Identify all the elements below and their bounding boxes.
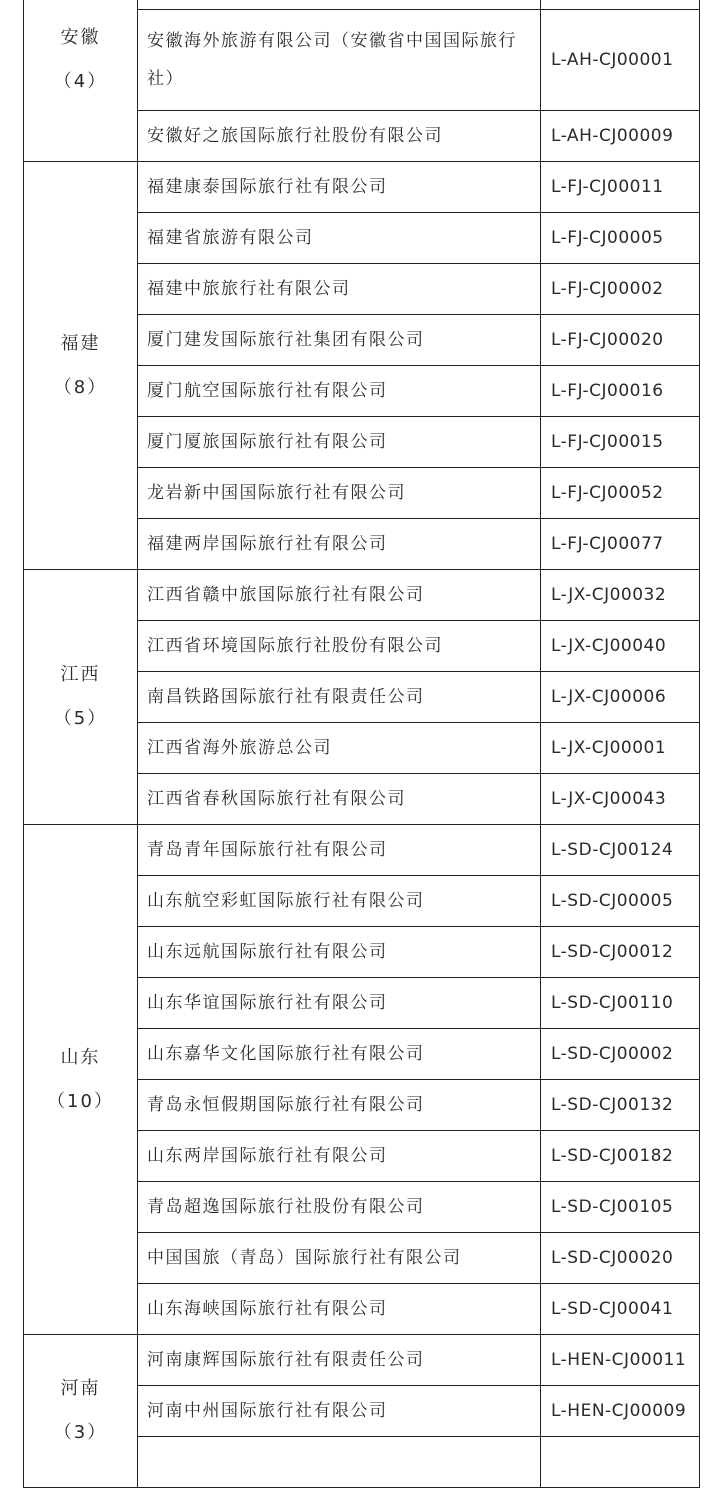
agency-name: 青岛永恒假期国际旅行社有限公司 (138, 1080, 541, 1131)
license-code: L-AH-CJ00001 (541, 10, 700, 111)
table-row (24, 825, 700, 876)
agency-name: 山东华谊国际旅行社有限公司 (138, 978, 541, 1029)
license-code: L-SD-CJ00041 (541, 1284, 700, 1335)
license-code: L-SD-CJ00182 (541, 1131, 700, 1182)
table-body (24, 0, 700, 1488)
license-code: L-FJ-CJ00020 (541, 315, 700, 366)
table-row (24, 162, 700, 213)
table-row (24, 570, 700, 621)
agency-name: 龙岩新中国国际旅行社有限公司 (138, 468, 541, 519)
license-code: L-SD-CJ00110 (541, 978, 700, 1029)
agency-name (138, 0, 541, 10)
province-name: 江西 (60, 664, 101, 685)
province-name: 福建 (60, 332, 101, 354)
province-name: 山东 (60, 1046, 101, 1068)
province-count: （8） (53, 376, 108, 398)
license-code: L-FJ-CJ00005 (541, 213, 700, 264)
agency-name: 山东海峡国际旅行社有限公司 (138, 1284, 541, 1335)
agency-name: 中国国旅（青岛）国际旅行社有限公司 (138, 1233, 541, 1284)
province-cell (24, 1335, 138, 1488)
license-code: L-SD-CJ00124 (541, 825, 700, 876)
agency-name: 山东远航国际旅行社有限公司 (138, 927, 541, 978)
province-count: （5） (53, 708, 108, 729)
license-code: L-HEN-CJ00011 (541, 1335, 700, 1386)
province-name: 河南 (60, 1378, 101, 1399)
license-code: L-FJ-CJ00052 (541, 468, 700, 519)
license-code: L-FJ-CJ00016 (541, 366, 700, 417)
agency-name: 青岛超逸国际旅行社股份有限公司 (138, 1182, 541, 1233)
license-code: L-FJ-CJ00011 (541, 162, 700, 213)
agency-name: 厦门厦旅国际旅行社有限公司 (138, 417, 541, 468)
province-cell (24, 825, 138, 1335)
agency-name: 河南中州国际旅行社有限公司 (138, 1386, 541, 1437)
license-code: L-JX-CJ00043 (541, 774, 700, 825)
license-code: L-SD-CJ00105 (541, 1182, 700, 1233)
license-code: L-HEN-CJ00009 (541, 1386, 700, 1437)
province-count: （10） (47, 1090, 114, 1112)
agency-name: 山东两岸国际旅行社有限公司 (138, 1131, 541, 1182)
agency-name (138, 1437, 541, 1488)
license-code: L-SD-CJ00012 (541, 927, 700, 978)
agency-name: 福建中旅旅行社有限公司 (138, 264, 541, 315)
license-code: L-JX-CJ00032 (541, 570, 700, 621)
province-cell (24, 162, 138, 570)
agency-name: 山东航空彩虹国际旅行社有限公司 (138, 876, 541, 927)
agency-name: 南昌铁路国际旅行社有限责任公司 (138, 672, 541, 723)
license-code: L-FJ-CJ00015 (541, 417, 700, 468)
agency-name: 山东嘉华文化国际旅行社有限公司 (138, 1029, 541, 1080)
license-code: L-AH-CJ00009 (541, 111, 700, 162)
agency-name: 厦门建发国际旅行社集团有限公司 (138, 315, 541, 366)
table-row (24, 1335, 700, 1386)
province-count: （4） (53, 71, 108, 92)
agency-name: 厦门航空国际旅行社有限公司 (138, 366, 541, 417)
province-count: （3） (53, 1422, 108, 1443)
agency-name: 福建康泰国际旅行社有限公司 (138, 162, 541, 213)
license-code: L-JX-CJ00006 (541, 672, 700, 723)
license-code: L-SD-CJ00002 (541, 1029, 700, 1080)
agency-name: 安徽好之旅国际旅行社股份有限公司 (138, 111, 541, 162)
license-code: L-SD-CJ00020 (541, 1233, 700, 1284)
agency-name: 江西省环境国际旅行社股份有限公司 (138, 621, 541, 672)
license-code: L-FJ-CJ00077 (541, 519, 700, 570)
table-row (24, 0, 700, 10)
travel-agency-table (23, 0, 700, 1488)
license-code: L-SD-CJ00005 (541, 876, 700, 927)
agency-name: 福建两岸国际旅行社有限公司 (138, 519, 541, 570)
license-code: L-FJ-CJ00002 (541, 264, 700, 315)
agency-name: 青岛青年国际旅行社有限公司 (138, 825, 541, 876)
province-name: 安徽 (60, 27, 101, 48)
agency-name: 江西省春秋国际旅行社有限公司 (138, 774, 541, 825)
license-code (541, 0, 700, 10)
license-code: L-JX-CJ00040 (541, 621, 700, 672)
agency-name: 安徽海外旅游有限公司（安徽省中国国际旅行社） (138, 10, 541, 111)
license-code (541, 1437, 700, 1488)
license-code: L-SD-CJ00132 (541, 1080, 700, 1131)
province-cell (24, 0, 138, 162)
agency-name: 河南康辉国际旅行社有限责任公司 (138, 1335, 541, 1386)
agency-name: 江西省赣中旅国际旅行社有限公司 (138, 570, 541, 621)
agency-name: 江西省海外旅游总公司 (138, 723, 541, 774)
province-cell (24, 570, 138, 825)
license-code: L-JX-CJ00001 (541, 723, 700, 774)
agency-name: 福建省旅游有限公司 (138, 213, 541, 264)
